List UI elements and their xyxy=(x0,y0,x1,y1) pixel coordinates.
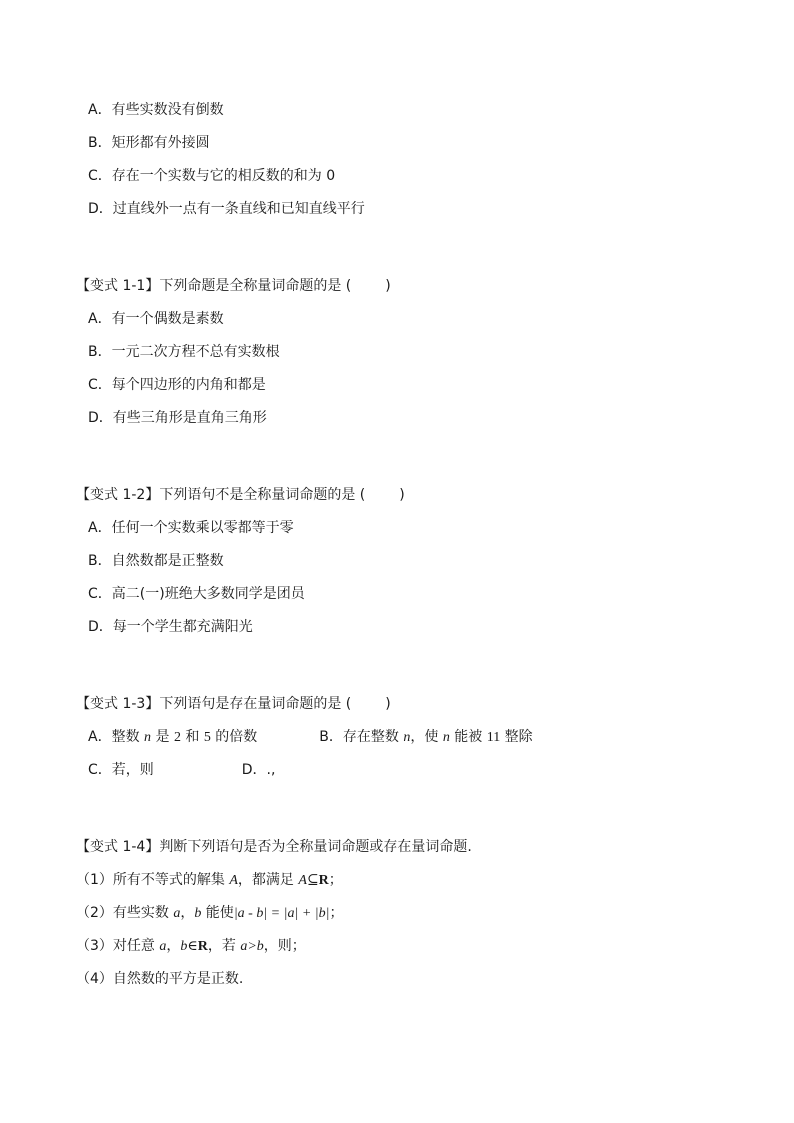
item-text: 能使 xyxy=(201,905,234,921)
set-a: A xyxy=(229,873,238,888)
item-text: ，则； xyxy=(263,938,306,954)
option-a xyxy=(88,729,257,745)
number-5: 5 xyxy=(203,730,211,745)
option-a-text: 是 xyxy=(151,729,174,745)
option-b-prefix: B．存在整数 xyxy=(319,729,404,745)
variant-1-1-stem xyxy=(76,276,391,296)
item-text: ； xyxy=(329,905,344,921)
variant-1-2-stem xyxy=(76,485,405,505)
stem-text: 【变式 1-1】下列命题是全称量词命题的是 ( xyxy=(76,278,352,294)
item-text: （1）所有不等式的解集 xyxy=(76,872,230,888)
stem-close: ) xyxy=(399,487,405,503)
variant-1-2-option-c: C．高二(一)班绝大多数同学是团员 xyxy=(88,586,305,602)
option-a-text: 的倍数 xyxy=(210,729,258,745)
number-11: 11 xyxy=(486,730,501,745)
real-set-r: R xyxy=(318,873,329,888)
variant-1-3-options-cd xyxy=(88,760,275,780)
variable-n: n xyxy=(144,730,152,745)
set-a: A xyxy=(298,873,307,888)
option-b-text: 整除 xyxy=(500,729,533,745)
option-b-text: ，使 xyxy=(410,729,443,745)
variable-n: n xyxy=(442,730,450,745)
item-text: ， xyxy=(180,905,195,921)
option-c: C．若，则 xyxy=(88,762,154,778)
variant-1-1-option-a: A．有一个偶数是素数 xyxy=(88,311,224,327)
q0-option-b: B．矩形都有外接圆 xyxy=(88,135,210,151)
option-b-text: 能被 xyxy=(449,729,487,745)
variant-1-4-stem: 【变式 1-4】判断下列语句是否为全称量词命题或存在量词命题. xyxy=(76,839,472,855)
item-text: （2）有些实数 xyxy=(76,905,174,921)
item-text: ； xyxy=(328,872,343,888)
abs-expression: |a - b| = |a| + |b| xyxy=(233,906,330,921)
variant-1-4-item-3 xyxy=(76,936,306,956)
subset-symbol: ⊆ xyxy=(306,873,319,888)
variant-1-1-option-c: C．每个四边形的内角和都是 xyxy=(88,377,266,393)
variant-1-2-option-b: B．自然数都是正整数 xyxy=(88,553,224,569)
variable-n: n xyxy=(403,730,411,745)
element-of-symbol: ∈ xyxy=(187,939,198,954)
variant-1-3-options-ab xyxy=(88,727,533,747)
option-a-prefix: A．整数 xyxy=(88,729,145,745)
real-set-r: R xyxy=(197,939,208,954)
stem-close: ) xyxy=(385,696,391,712)
option-d: D．., xyxy=(241,762,276,778)
variant-1-1-option-d: D．有些三角形是直角三角形 xyxy=(88,410,267,426)
variable-a: a xyxy=(159,939,167,954)
q0-option-d: D．过直线外一点有一条直线和已知直线平行 xyxy=(88,201,365,217)
variant-1-2-option-d: D．每一个学生都充满阳光 xyxy=(88,619,253,635)
variable-b: b xyxy=(194,906,202,921)
variable-b: b xyxy=(180,939,188,954)
option-a-text: 和 xyxy=(180,729,204,745)
variant-1-3-stem xyxy=(76,694,391,714)
variant-1-4-item-2 xyxy=(76,903,343,923)
variant-1-4-item-1 xyxy=(76,870,343,890)
item-text: （3）对任意 xyxy=(76,938,160,954)
stem-text: 【变式 1-2】下列语句不是全称量词命题的是 ( xyxy=(76,487,366,503)
q0-option-a: A．有些实数没有倒数 xyxy=(88,102,224,118)
variant-1-1-option-b: B．一元二次方程不总有实数根 xyxy=(88,344,280,360)
inequality: a>b xyxy=(240,939,264,954)
stem-close: ) xyxy=(385,278,391,294)
item-text: ，都满足 xyxy=(237,872,299,888)
item-text: ， xyxy=(166,938,181,954)
variant-1-2-option-a: A．任何一个实数乘以零都等于零 xyxy=(88,520,294,536)
q0-option-c: C．存在一个实数与它的相反数的和为 0 xyxy=(88,168,336,184)
variant-1-4-item-4: （4）自然数的平方是正数. xyxy=(76,971,244,987)
option-b xyxy=(319,729,532,745)
item-text: ，若 xyxy=(207,938,241,954)
variable-a: a xyxy=(173,906,181,921)
stem-text: 【变式 1-3】下列语句是存在量词命题的是 ( xyxy=(76,696,352,712)
number-2: 2 xyxy=(173,730,181,745)
